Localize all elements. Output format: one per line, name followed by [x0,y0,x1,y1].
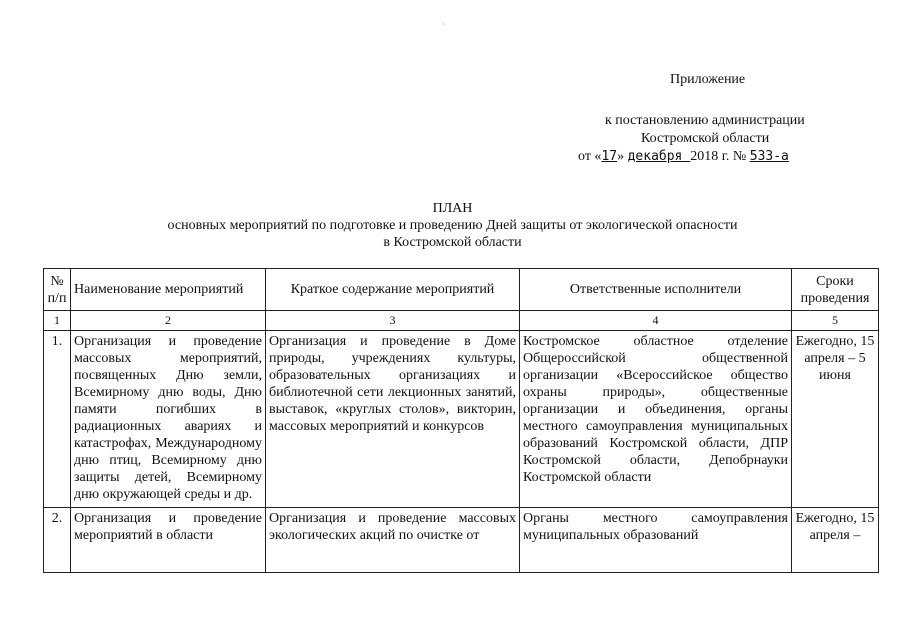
plan-subtitle-1: основных мероприятий по подготовке и проведению Дней защиты от экологической опасности [167,218,738,233]
header-executors: Ответственные исполнители [520,269,792,311]
event-term: Ежегодно, 15 апреля – 5 июня [792,331,879,508]
date-prefix: от « [578,149,602,164]
column-number: 2 [71,311,266,331]
header-num: № п/п [44,269,71,311]
header-content: Краткое содержание мероприятий [266,269,520,311]
column-number: 3 [266,311,520,331]
column-number: 5 [792,311,879,331]
date-mid: » [617,149,628,164]
table-row [44,331,879,508]
table-row [44,508,879,573]
row-number: 2. [44,508,71,573]
plan-table [43,268,879,573]
header-term: Сроки проведения [792,269,879,311]
column-number: 4 [520,311,792,331]
column-number: 1 [44,311,71,331]
event-term: Ежегодно, 15 апреля – [792,508,879,573]
event-content: Организация и проведение в Доме природы, учреждениях культуры, образовательных организациях и библиотечной сети лекционных занятий, выставок, «круглых столов», викторин, массовых мероприятий и конкурсов [266,331,520,508]
appendix-label: Приложение [670,72,746,87]
date-day: 17 [601,149,618,164]
row-number: 1. [44,331,71,508]
event-executors: Органы местного самоуправления муниципальных образований [520,508,792,573]
event-name: Организация и проведение мероприятий в области [71,508,266,573]
appendix-date-line [578,149,789,165]
event-executors: Костромское областное отделение Общероссийской общественной организации «Всероссийское общество охраны природы», общественные организации и объединения, органы местного самоуправления муниципальных образований Костромской области, ДПР Костромской области, Депобрнауки Костромской области [520,331,792,508]
date-year: 2018 г. № [690,149,750,164]
event-content: Организация и проведение массовых экологических акций по очистке от [266,508,520,573]
event-name: Организация и проведение массовых мероприятий, посвященных Дню земли, Всемирному дню воды, Дню памяти погибших в радиационных авариях и катастрофах, Международному дню птиц, Всемирному дню защиты детей, Всемирному дню окружающей среды и др. [71,331,266,508]
appendix-line-2: Костромской области [641,131,770,146]
decree-number: 533-а [749,149,789,164]
header-name: Наименование мероприятий [71,269,266,311]
date-month: декабря [627,149,691,164]
plan-subtitle-2: в Костромской области [383,235,522,250]
scan-dot: · [442,20,445,29]
column-number-row [44,311,879,331]
appendix-line-1: к постановлению администрации [605,113,805,128]
plan-title: ПЛАН [432,201,473,216]
table-header-row [44,269,879,311]
